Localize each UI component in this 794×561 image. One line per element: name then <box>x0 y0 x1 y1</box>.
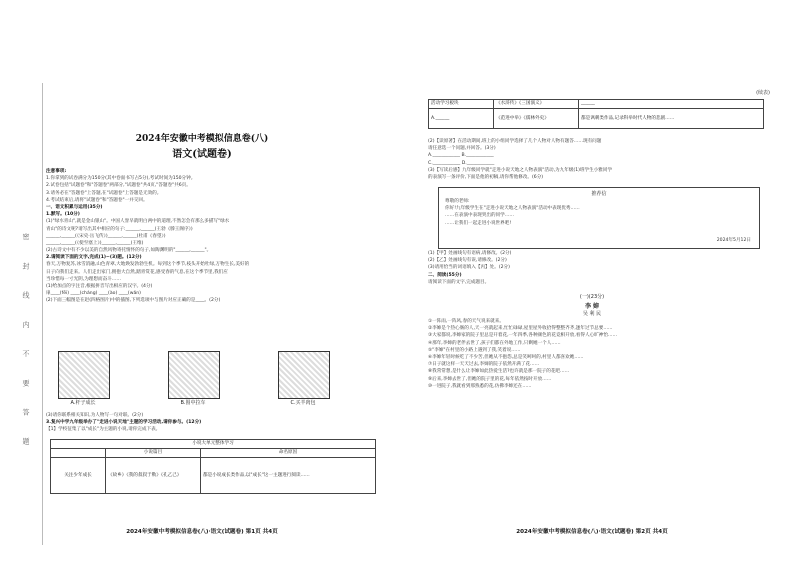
question-line: (2)古诗文中有不少以美的自然风物寄托情怀的句子,如陶渊明的"______,______"。 <box>46 248 212 254</box>
table-col-header <box>51 449 106 458</box>
reading-intro: 请阅读下面的文字,完成题目。 <box>428 279 490 285</box>
question-line: C.____________ D.____________ <box>428 160 495 166</box>
story-paragraph: ④那年,李婶的老伴去世了,孩子们都在外地工作,只剩她一个人…… <box>428 340 561 346</box>
story-author: 吴 利 民 <box>582 311 602 317</box>
question-heading: 3.复兴中学九年级举办了"走进小说天地"主题的学习活动,请你参与。(12分) <box>46 420 202 426</box>
passage-line: 春天,万物复苏,冰雪消融,山色青翠,大地焕发勃勃生机。每到这个季节,枝头开始吐绿,万物生长,美好的 <box>46 262 250 268</box>
exam-subject: 语文(试题卷) <box>172 149 232 160</box>
notes-block <box>46 169 378 306</box>
passage-line: 当珍惜每一寸光阴,为理想而奋斗…… <box>46 276 121 282</box>
note-item: 4.考试结束后,请将"试题卷"和"答题卷"一并交回。 <box>46 197 148 203</box>
question-line: 扉____(fēi) ____(cháng) ____(ào) ____(wǎn) <box>46 291 141 297</box>
continued-tag: (续表) <box>756 90 770 96</box>
story-paragraph: ⑤"李婶"在村里的小路上遇到了我,笑着说…… <box>428 347 521 353</box>
letter-box <box>438 187 760 249</box>
story-paragraph: ②李婶是个热心肠的人,天一亮就起来,忙忙碌碌,屋里屋外收拾得整整齐齐,逢年过节总要…… <box>428 326 613 332</box>
table-cell: ______ <box>579 100 764 109</box>
passage-line: 日子向我们走来。人们走出家门,拥抱大自然,踏青赏花,感受春的气息,在这个季节里,我们应 <box>46 269 228 275</box>
letter-line: ……让我们一起走进小说世界吧! <box>445 220 512 226</box>
story-paragraph: ⑨后来,李婶去世了,但她的院子里的花,每年依然按时开放…… <box>428 376 552 382</box>
letter-body <box>445 199 751 228</box>
story-paragraph: ⑦日子就这样一天天过去,李婶的院子依然开满了花…… <box>428 362 540 368</box>
note-item: 2.试卷包括"试题卷"和"答题卷"两部分,"试题卷"共4页,"答题卷"共6页。 <box>46 183 191 189</box>
table-cell: A.______ <box>429 109 494 129</box>
question-line: (1)"绿水青山",就是金山银山"。中国人誉早就明白两中的道理,不然怎会有那么多描写"绿水 <box>46 219 230 225</box>
question-line: ______,______(《使至塞上》)______,______(王维) <box>46 240 144 246</box>
table-cell: 都是讽刺类作品,记录科举时代人物的悲剧…… <box>579 109 764 129</box>
letter-line: 尊敬的老师: <box>445 199 470 204</box>
table-cell: 关注少年成长 <box>51 458 106 494</box>
question-line: A.____________ B.____________ <box>428 153 494 159</box>
note-item: 3.请务必在"答题卷"上答题,在"试题卷"上答题是无效的。 <box>46 190 162 196</box>
letter-line: 你好!九年级学生在"走进小说天地之人物表演"活动中表现优秀…… <box>445 206 580 212</box>
illustration-c <box>278 351 330 399</box>
story-paragraph: ⑥李婶年轻时候吃了不少苦,但她从不抱怨,总是笑呵呵的,村里人都喜欢她…… <box>428 354 584 360</box>
notes-heading: 注意事项: <box>46 169 67 174</box>
illustration-row <box>38 351 358 409</box>
question-line: (3)【写读后感】九年级同学就"走进小说天地之人物表演"活动,为九年级(1)班学生小雅同学 <box>428 167 613 173</box>
question-line: (1)给加点的字注音,根据拼音写出相应的汉字。(4分) <box>46 284 153 289</box>
letter-title: 推荐信 <box>591 191 607 197</box>
table-cell: 《范进中举》《儒林外史》 <box>494 109 579 129</box>
table-cell: 《故乡》《我的叔叔于勒》《孔乙己》 <box>106 458 201 494</box>
illustration-a <box>58 351 110 399</box>
letter-line: ……在表演中表现突出的同学…… <box>445 213 514 219</box>
question-3-block <box>46 413 378 435</box>
question-line: (1)【甲】处画线句有语病,请修改。(2分) <box>428 251 512 256</box>
section-heading: 一、语文积累与运用(35分) <box>46 204 103 210</box>
table-cell: 活动学习板块 <box>429 100 494 109</box>
question-line: 青山"的诗文呢?请写出其中相应的句子:______,______(王勃《滕王阁序》) <box>46 226 193 232</box>
story-paragraph: ⑧我常常想,是什么让李婶如此热爱生活?也许就是那一院子的花吧…… <box>428 369 570 375</box>
story-paragraph: ①一阵雨,一阵风,春的天气说来就来。 <box>428 319 504 324</box>
seal-line-text: 密 封 线 内 不 要 答 题 <box>22 233 30 455</box>
section-heading: 二、阅读(55分) <box>428 272 462 278</box>
novel-table <box>50 439 376 494</box>
question-line: (2)【读原著】在活动期间,班上的小组同学选择了几个人物对人物有题答……现有问题 <box>428 139 602 144</box>
exam-page-1 <box>16 83 388 545</box>
exam-page-2 <box>404 83 780 545</box>
table-col-header: 小说篇目 <box>106 449 201 458</box>
table-cell: 都是小说成长类作品,以"成长"这一主题进行阅读…… <box>201 458 376 494</box>
exam-title: 2024年安徽中考模拟信息卷(八) <box>135 134 269 144</box>
question-line: (2)下面三幅图是在赵(四格图片)中的插图,下列选项中与图片对应正确的是____。(2分) <box>46 298 221 304</box>
page-footer: 2024年安徽中考模拟信息卷(八)·语文(试题卷) 第2页 共4页 <box>516 529 668 535</box>
table-header: 小说大单元整体学习 <box>51 440 376 449</box>
question-line: 的表演写一条评价,下面是他的初稿,请你帮他修改。(6分) <box>428 174 544 180</box>
letter-date: 2024年5月12日 <box>716 238 751 243</box>
reading-part-title: (一)(23分) <box>579 294 605 300</box>
story-paragraph: ⑩一进院子,我就看到那熟悉的花,仿佛李婶还在…… <box>428 383 532 389</box>
question-heading: 2.请阅读下面的文字,完成(1)~(3)题。(12分) <box>46 255 142 261</box>
illustration-c-caption: C.买羊肉包 <box>290 400 316 406</box>
table-col-header: 命名原因 <box>201 449 376 458</box>
illustration-b-caption: B.围中拉车 <box>180 400 206 406</box>
question-line: 【1】学校征集了以"成长"为主题的小说,请你完成下表。 <box>46 427 161 433</box>
question-line: (3)请你联系相关知识,为人物写一句对联。(2分) <box>46 413 144 418</box>
illustration-b <box>168 351 220 399</box>
question-heading: 1.默写。(10分) <box>46 212 80 218</box>
continued-table <box>428 99 764 129</box>
page-footer: 2024年安徽中考模拟信息卷(八)·语文(试题卷) 第1页 共4页 <box>126 529 278 535</box>
question-line: (2)【乙】处画线句有误,请修改。(2分) <box>428 258 507 264</box>
question-4-block <box>428 139 768 182</box>
question-line: 请任意选一个问题,并回答。(3分) <box>428 146 496 152</box>
illustration-a-caption: A.杆子成长 <box>70 400 96 406</box>
table-cell: 《水浒传》《三国演义》 <box>494 100 579 109</box>
note-item: 1.你拿到的试卷满分为150分(其中卷面书写占5分),考试时间为150分钟。 <box>46 176 196 182</box>
story-title: 李 婶 <box>584 303 600 310</box>
reading-block <box>428 251 768 287</box>
story-body <box>428 319 768 391</box>
story-paragraph: ③大家都说,李婶家的院子里总是开着花,一年四季,各种颜色的花竞相开放,看得人心旷神怡…… <box>428 333 618 339</box>
question-line: (3)请用恰当的词语填入【丙】处。(2分) <box>428 265 510 271</box>
question-line: ______,______(《宋史·岳飞传》)______,______(杜甫《春望》) <box>46 233 166 239</box>
